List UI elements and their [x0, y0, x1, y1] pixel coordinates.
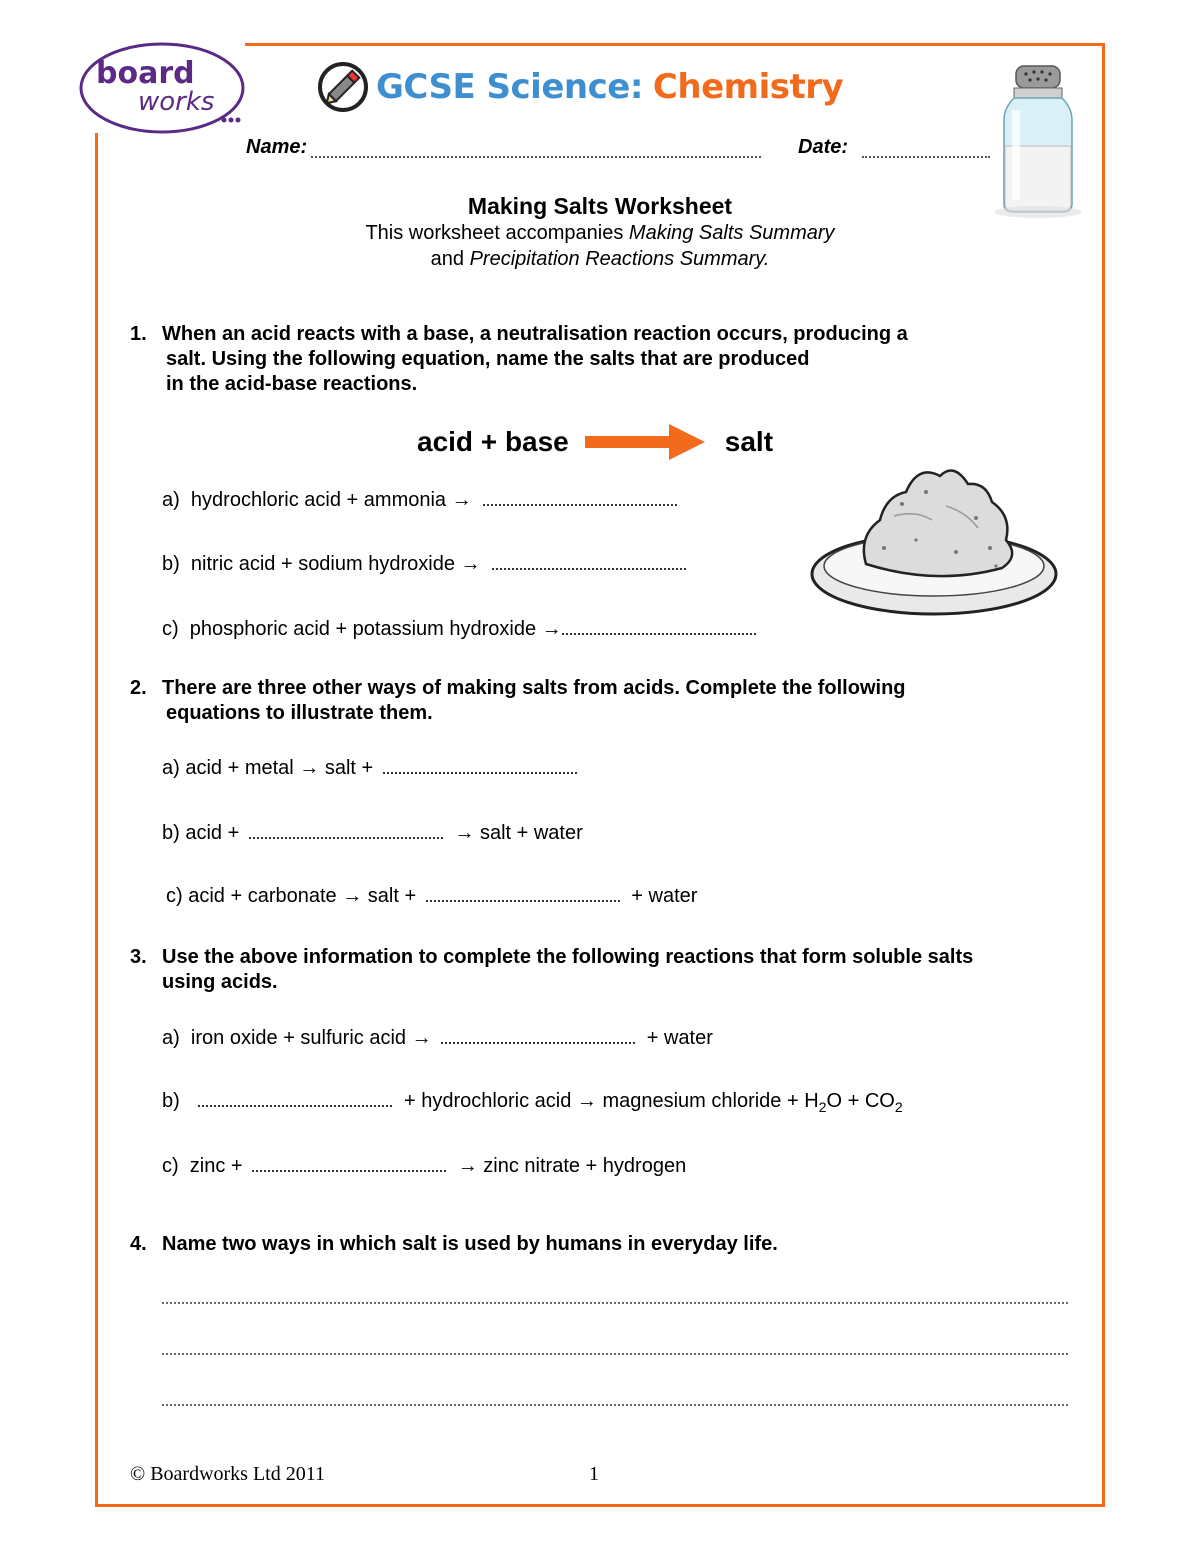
- q1-item-c: [162, 617, 756, 641]
- reaction-text: + hydrochloric acid → magnesium chloride + H: [404, 1090, 819, 1112]
- answer-blank[interactable]: [562, 617, 756, 635]
- answer-line[interactable]: [162, 1343, 1068, 1355]
- equation-right: salt: [724, 426, 774, 457]
- reaction-text: O + CO: [826, 1090, 895, 1112]
- equation-left: acid + base: [417, 426, 569, 457]
- answer-blank[interactable]: [492, 552, 686, 570]
- worksheet-title: Making Salts Worksheet: [467, 193, 733, 219]
- q1-item-a: [162, 488, 677, 512]
- header-title: [316, 60, 843, 114]
- question-2-line: equations to illustrate them.: [166, 702, 433, 724]
- item-text-after: → zinc nitrate + hydrogen: [457, 1155, 687, 1177]
- answer-blank[interactable]: [383, 756, 577, 774]
- q2-item-a: [162, 756, 577, 780]
- header-subject-prefix: GCSE Science:: [376, 67, 643, 107]
- item-label: a): [162, 1027, 180, 1049]
- item-text: nitric acid + sodium hydroxide →: [190, 553, 481, 575]
- page-frame-left: [95, 133, 98, 1507]
- footer-copyright: © Boardworks Ltd 2011: [130, 1463, 325, 1485]
- item-text: iron oxide + sulfuric acid →: [190, 1027, 432, 1049]
- logo-line2: works: [138, 87, 215, 117]
- question-2-number: 2.: [130, 677, 147, 699]
- question-3-line: Use the above information to complete the following reactions that form soluble salts: [162, 946, 974, 968]
- item-text-after: → salt + water: [454, 822, 583, 844]
- item-text-after: + water: [646, 1027, 713, 1049]
- item-label: b): [162, 1090, 180, 1112]
- item-label: c): [162, 1155, 179, 1177]
- answer-blank[interactable]: [426, 884, 620, 902]
- footer-page-number: 1: [589, 1463, 599, 1485]
- date-label: Date:: [798, 136, 849, 158]
- worksheet-subtitle-line1: [0, 222, 1200, 245]
- item-text: phosphoric acid + potassium hydroxide →: [189, 618, 562, 640]
- subtitle1-prefix: This worksheet accompanies: [365, 222, 629, 244]
- page-frame-top: [245, 43, 1105, 46]
- item-label: a): [162, 489, 180, 511]
- q1-item-b: [162, 552, 686, 576]
- answer-blank[interactable]: [252, 1154, 446, 1172]
- item-text-after: [404, 1090, 903, 1115]
- item-text-after: + water: [631, 885, 698, 907]
- salt-plate-illustration: [806, 456, 1062, 626]
- item-label: c): [162, 618, 179, 640]
- name-field[interactable]: [311, 144, 761, 158]
- question-4-text: Name two ways in which salt is used by humans in everyday life.: [162, 1233, 778, 1255]
- logo-line1: board: [96, 56, 195, 91]
- question-1-line: in the acid-base reactions.: [166, 373, 418, 395]
- question-4-number: 4.: [130, 1233, 147, 1255]
- right-arrow-icon: [585, 422, 707, 462]
- question-1-line: salt. Using the following equation, name the salts that are produced: [166, 348, 810, 370]
- answer-blank[interactable]: [483, 488, 677, 506]
- subscript: 2: [818, 1099, 827, 1115]
- q2-item-c: [166, 884, 697, 908]
- answer-blank[interactable]: [198, 1089, 392, 1107]
- item-text: hydrochloric acid + ammonia →: [190, 489, 472, 511]
- item-label: b): [162, 553, 180, 575]
- worksheet-subtitle-line2: [0, 248, 1200, 271]
- date-field[interactable]: [862, 144, 990, 158]
- item-text: zinc +: [189, 1155, 243, 1177]
- acid-base-equation: [417, 422, 773, 462]
- question-1-number: 1.: [130, 323, 147, 345]
- q3-item-b: [162, 1089, 903, 1119]
- subtitle2-italic: Precipitation Reactions Summary.: [469, 248, 770, 270]
- answer-line[interactable]: [162, 1394, 1068, 1406]
- question-2-line: There are three other ways of making salts from acids. Complete the following: [162, 677, 906, 699]
- page-frame-bottom: [95, 1504, 1105, 1507]
- item-text: a) acid + metal → salt +: [162, 757, 374, 779]
- question-3-number: 3.: [130, 946, 147, 968]
- item-text: b) acid +: [162, 822, 240, 844]
- answer-blank[interactable]: [249, 821, 443, 839]
- q2-item-b: [162, 821, 583, 845]
- item-text: c) acid + carbonate → salt +: [166, 885, 417, 907]
- subscript: 2: [894, 1099, 903, 1115]
- header-subject: Chemistry: [652, 67, 844, 107]
- question-1-line: When an acid reacts with a base, a neutralisation reaction occurs, producing a: [162, 323, 908, 345]
- question-3-line: using acids.: [162, 971, 278, 993]
- boardworks-logo-graphic: [78, 40, 246, 136]
- subtitle2-prefix: and: [430, 248, 470, 270]
- pencil-icon: [316, 60, 370, 114]
- q3-item-c: [162, 1154, 686, 1178]
- answer-line[interactable]: [162, 1292, 1068, 1304]
- answer-blank[interactable]: [441, 1026, 635, 1044]
- name-label: Name:: [246, 136, 308, 158]
- q3-item-a: [162, 1026, 713, 1050]
- subtitle1-italic: Making Salts Summary: [628, 222, 835, 244]
- boardworks-logo: [78, 40, 246, 136]
